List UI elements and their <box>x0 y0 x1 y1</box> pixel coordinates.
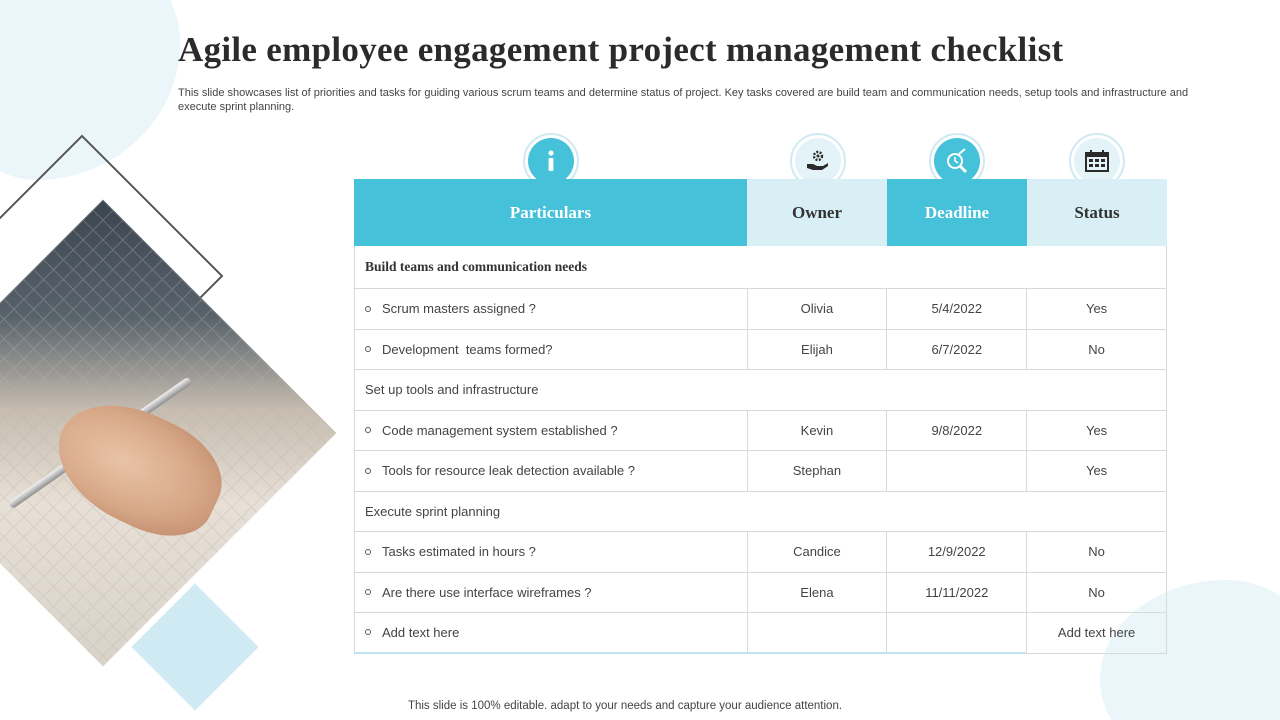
task-text: Tasks estimated in hours ? <box>382 544 536 560</box>
deadline-cell <box>886 451 1026 491</box>
bullet-circle-icon <box>365 629 371 635</box>
task-text: Scrum masters assigned ? <box>382 301 536 317</box>
deadline-cell: 11/11/2022 <box>886 573 1026 613</box>
task-text: Tools for resource leak detection available ? <box>382 463 635 479</box>
calendar-icon <box>1084 149 1110 173</box>
checklist-table <box>354 179 1167 654</box>
table-row <box>354 532 1167 573</box>
status-cell: No <box>1026 532 1166 572</box>
bullet-circle-icon <box>365 427 371 433</box>
task-text: Development teams formed? <box>382 341 553 357</box>
table-header-row <box>354 179 1167 246</box>
task-cell <box>355 613 747 654</box>
section-row <box>354 370 1167 411</box>
status-cell: No <box>1026 330 1166 370</box>
deadline-cell: 6/7/2022 <box>886 330 1026 370</box>
page-subtitle: This slide showcases list of priorities and tasks for guiding various scrum teams and determine status of project. Key tasks covered are build team and communication needs, setup tools and infrastructure and execute sprint planning. <box>178 87 1189 113</box>
table-row <box>354 289 1167 330</box>
task-text: Code management system established ? <box>382 422 618 438</box>
task-cell <box>355 411 747 451</box>
deadline-cell: 9/8/2022 <box>886 411 1026 451</box>
header-owner: Owner <box>747 179 887 246</box>
header-status: Status <box>1027 179 1167 246</box>
owner-cell: Stephan <box>747 451 887 491</box>
section-row <box>354 246 1167 289</box>
header-particulars: Particulars <box>354 179 747 246</box>
section-label: Execute sprint planning <box>365 503 501 519</box>
bullet-circle-icon <box>365 306 371 312</box>
header-deadline: Deadline <box>887 179 1027 246</box>
table-row <box>354 411 1167 452</box>
owner-cell: Candice <box>747 532 887 572</box>
task-cell <box>355 330 747 370</box>
owner-cell: Kevin <box>747 411 887 451</box>
magnifier-clock-icon <box>944 148 970 174</box>
section-row <box>354 492 1167 533</box>
bullet-circle-icon <box>365 549 371 555</box>
bullet-circle-icon <box>365 589 371 595</box>
section-label: Set up tools and infrastructure <box>365 382 539 398</box>
task-text: Are there use interface wireframes ? <box>382 584 592 600</box>
task-cell <box>355 573 747 613</box>
footer-note: This slide is 100% editable. adapt to your needs and capture your audience attention. <box>407 700 843 712</box>
writing-hand-photo <box>0 200 336 667</box>
status-cell: Yes <box>1026 451 1166 491</box>
status-cell: Yes <box>1026 289 1166 329</box>
deadline-cell <box>886 613 1026 654</box>
status-cell: Yes <box>1026 411 1166 451</box>
bullet-circle-icon <box>365 468 371 474</box>
bullet-circle-icon <box>365 346 371 352</box>
section-label: Build teams and communication needs <box>365 259 588 274</box>
owner-cell: Elena <box>747 573 887 613</box>
task-cell <box>355 532 747 572</box>
status-cell: No <box>1026 573 1166 613</box>
table-row <box>354 573 1167 614</box>
task-cell <box>355 289 747 329</box>
owner-cell: Olivia <box>747 289 887 329</box>
table-row <box>354 451 1167 492</box>
status-cell: Add text here <box>1026 613 1166 654</box>
table-row <box>354 330 1167 371</box>
deadline-cell: 12/9/2022 <box>886 532 1026 572</box>
page-title: Agile employee engagement project management checklist <box>178 30 1064 69</box>
hand-gear-icon <box>805 149 831 173</box>
task-text: Add text here <box>382 624 460 640</box>
deadline-cell: 5/4/2022 <box>886 289 1026 329</box>
task-cell <box>355 451 747 491</box>
owner-cell <box>747 613 887 654</box>
owner-cell: Elijah <box>747 330 887 370</box>
table-row <box>354 613 1167 654</box>
info-icon <box>541 149 561 173</box>
